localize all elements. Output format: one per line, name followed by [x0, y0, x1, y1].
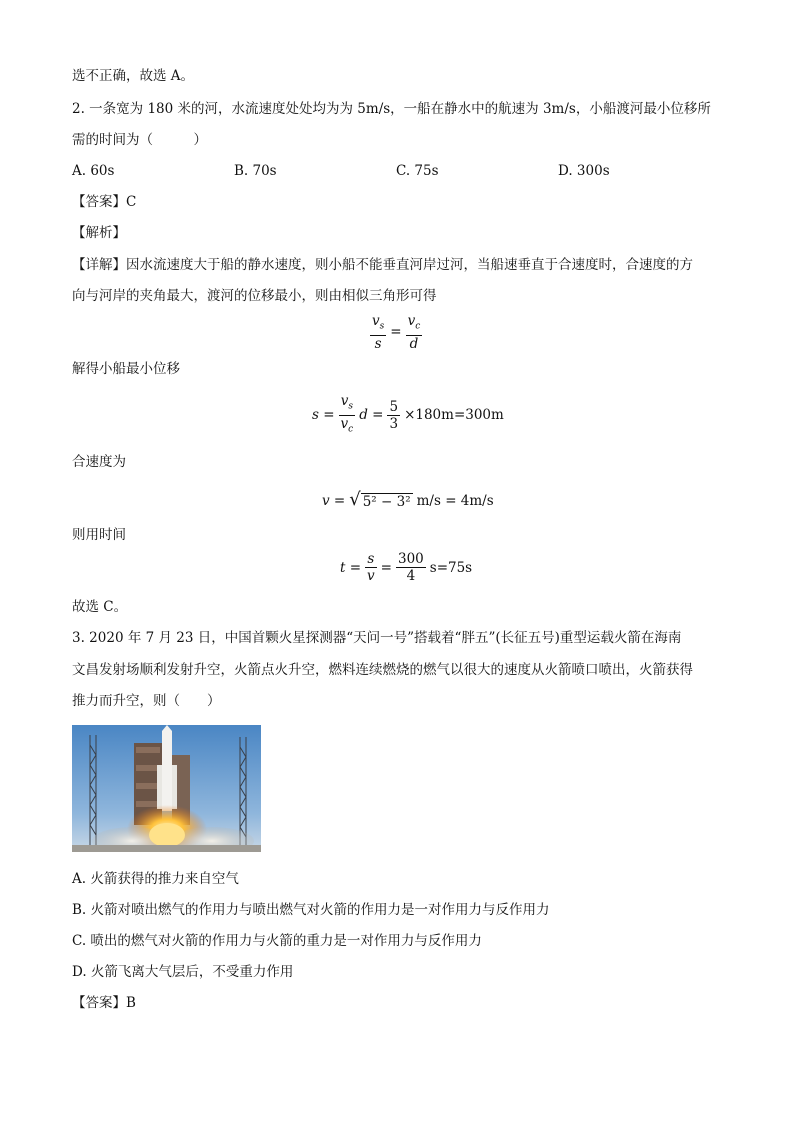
- fraction: $\frac{300}{4}$: [397, 551, 424, 584]
- option-3-c: C. 喷出的燃气对火箭的作用力与火箭的重力是一对作用力与反作用力: [72, 933, 482, 949]
- text-line: 故选 C。: [72, 599, 128, 615]
- text-line: 则用时间: [72, 527, 126, 543]
- option-3-a: A. 火箭获得的推力来自空气: [72, 871, 239, 887]
- fraction: $\frac{v_s}{v_c}$: [340, 393, 354, 435]
- option-2-a: A. 60s: [72, 163, 115, 179]
- question-3-stem-cont: 推力而升空，则（ ）: [72, 693, 221, 709]
- question-2-stem-cont: 需的时间为（ ）: [72, 132, 207, 148]
- fraction: $\frac{s}{v}$: [367, 551, 375, 584]
- option-2-b: B. 70s: [234, 163, 277, 179]
- fraction: $\frac{v_s}{s}$: [372, 313, 385, 352]
- question-3-stem: 3. 2020 年 7 月 23 日，中国首颗火星探测器“天问一号”搭载着“胖五”(长征五号)重型运载火箭在海南: [72, 630, 682, 646]
- fraction: $\frac{v_c}{d}$: [407, 313, 421, 352]
- option-3-d: D. 火箭飞离大气层后，不受重力作用: [72, 964, 294, 980]
- detail-line-1: 【详解】因水流速度大于船的静水速度，则小船不能垂直河岸过河，当船速垂直于合速度时，合速度的方: [72, 257, 693, 273]
- detail-line-2: 向与河岸的夹角最大，渡河的位移最小，则由相似三角形可得: [72, 288, 437, 304]
- text-line: 选不正确，故选 A。: [72, 68, 195, 84]
- equation-min-displacement: s = $\frac{v_s}{v_c}$ d = $\frac{5}{3}$ ×180m=300m: [312, 393, 504, 437]
- equation-time: t = $\frac{s}{v}$ = $\frac{300}{4}$ s=75s: [340, 551, 473, 584]
- rocket-launch-photo: [72, 725, 261, 852]
- equation-resultant-velocity: v = √ 5² − 3² m/s = 4m/s: [322, 489, 494, 510]
- question-3-stem-cont: 文昌发射场顺利发射升空，火箭点火升空，燃料连续燃烧的燃气以很大的速度从火箭喷口喷出，火箭获得: [72, 662, 693, 678]
- answer-2: 【答案】C: [72, 194, 137, 210]
- analysis-heading: 【解析】: [72, 225, 126, 241]
- option-3-b: B. 火箭对喷出燃气的作用力与喷出燃气对火箭的作用力是一对作用力与反作用力: [72, 902, 550, 918]
- answer-3: 【答案】B: [72, 995, 136, 1011]
- option-2-d: D. 300s: [558, 163, 610, 179]
- text-line: 解得小船最小位移: [72, 361, 180, 377]
- fraction: $\frac{5}{3}$: [389, 398, 399, 432]
- question-2-stem: 2. 一条宽为 180 米的河，水流速度处处均为为 5m/s，一船在静水中的航速为 3m/s，小船渡河最小位移所: [72, 101, 711, 117]
- square-root: √ 5² − 3²: [349, 489, 411, 510]
- equation-similar-triangles: $\frac{v_s}{s}$ = $\frac{v_c}{d}$: [372, 313, 421, 352]
- option-2-c: C. 75s: [396, 163, 439, 179]
- text-line: 合速度为: [72, 454, 126, 470]
